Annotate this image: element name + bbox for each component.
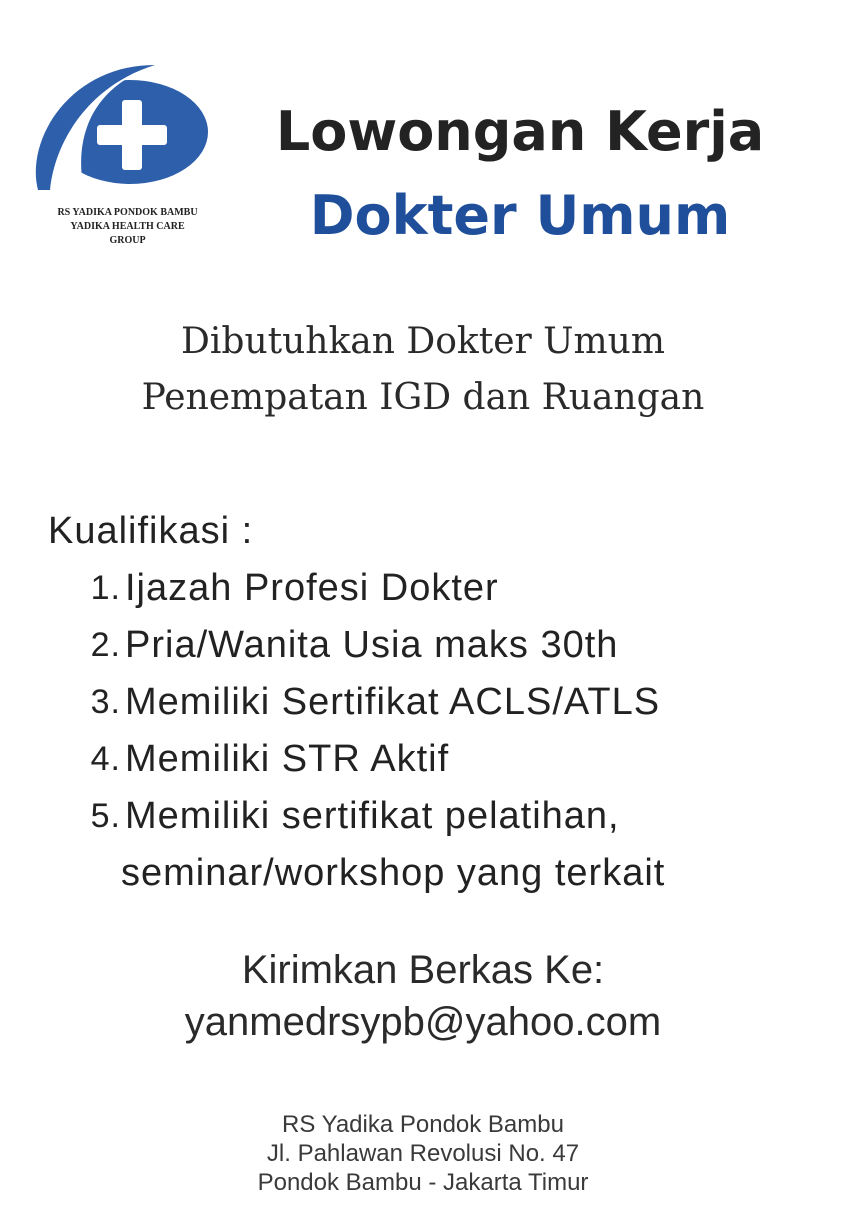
contact-email: yanmedrsypb@yahoo.com	[184, 1000, 662, 1044]
address-line-1: RS Yadika Pondok Bambu	[282, 1111, 564, 1138]
list-item-text: Pria/Wanita Usia maks 30th	[125, 624, 619, 666]
hospital-address	[0, 1110, 846, 1197]
logo-line-1: RS YADIKA PONDOK BAMBU	[57, 207, 198, 218]
send-label: Kirimkan Berkas Ke:	[241, 948, 605, 992]
send-documents	[0, 944, 846, 1048]
list-item-number: 2.	[90, 626, 121, 664]
subtitle-line-2: Penempatan IGD dan Ruangan	[141, 377, 705, 418]
list-item-text: Memiliki sertifikat pelatihan,	[125, 795, 620, 837]
list-item	[80, 731, 820, 788]
list-item-number: 4.	[90, 740, 121, 778]
list-item	[80, 560, 820, 617]
logo-line-2: YADIKA HEALTH CARE	[70, 221, 185, 232]
list-item-number: 5.	[90, 797, 121, 835]
qualifications-list	[80, 560, 820, 902]
list-item	[80, 617, 820, 674]
list-item-text: Memiliki STR Aktif	[125, 738, 450, 780]
list-item	[80, 674, 820, 731]
title-dokter-umum: Dokter Umum	[309, 184, 731, 247]
list-item-text: Memiliki Sertifikat ACLS/ATLS	[125, 681, 661, 723]
list-item-continuation: seminar/workshop yang terkait	[121, 852, 666, 894]
logo-caption	[30, 206, 225, 248]
list-item-number: 1.	[90, 569, 121, 607]
address-line-3: Pondok Bambu - Jakarta Timur	[257, 1169, 589, 1196]
medical-cross-logo-icon	[30, 60, 215, 205]
address-line-2: Jl. Pahlawan Revolusi No. 47	[266, 1140, 580, 1167]
subtitle-line-1: Dibutuhkan Dokter Umum	[181, 321, 665, 362]
title-lowongan-kerja: Lowongan Kerja	[275, 100, 765, 163]
subtitle	[0, 314, 846, 426]
list-item	[80, 788, 820, 845]
list-item-number: 3.	[90, 683, 121, 721]
list-item-text: Ijazah Profesi Dokter	[125, 567, 499, 609]
logo-line-3: GROUP	[109, 235, 146, 246]
qualifications-heading: Kualifikasi :	[48, 510, 254, 552]
